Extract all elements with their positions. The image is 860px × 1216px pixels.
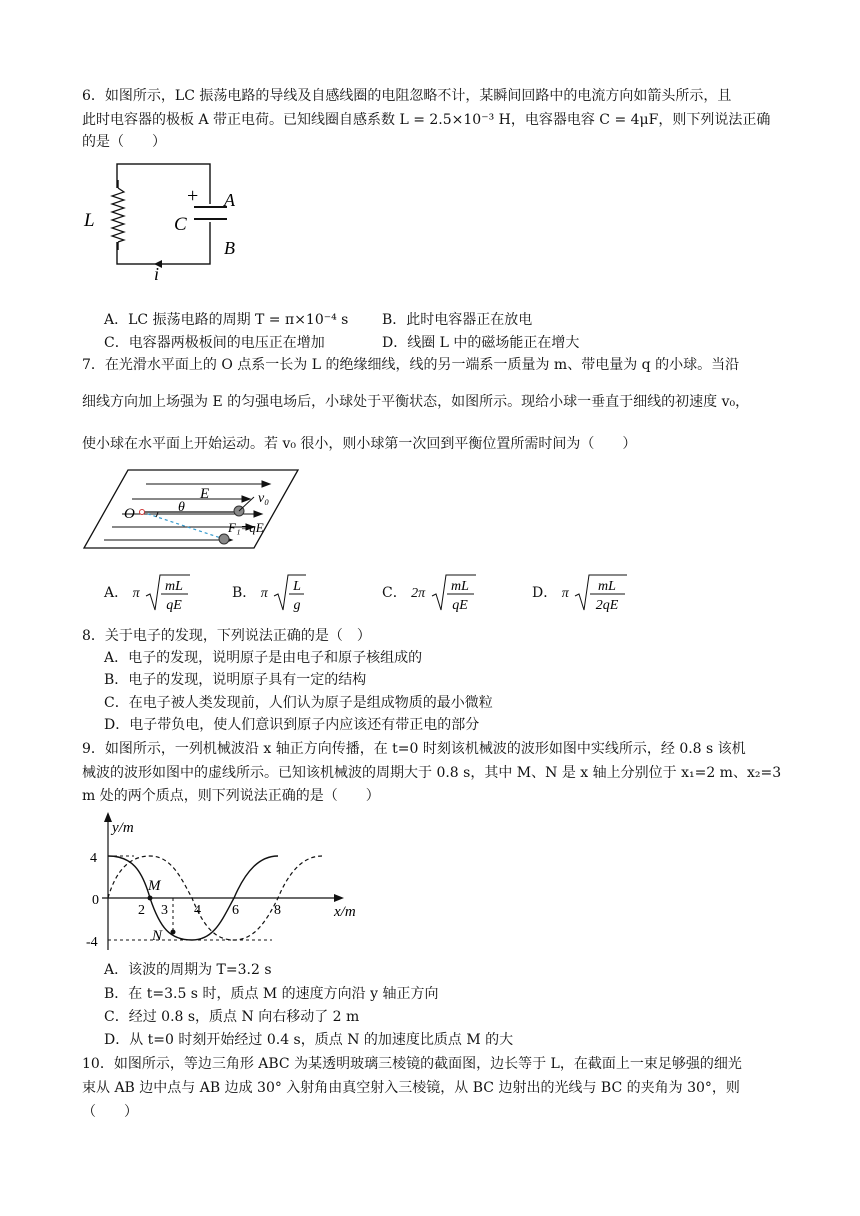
q7-option-b[interactable]: B． π L g	[232, 572, 306, 614]
q6-option-d[interactable]: D．线圈 L 中的磁场能正在增大	[382, 335, 580, 351]
q6-stem-line1: 6．如图所示，LC 振荡电路的导线及自感线圈的电阻忽略不计，某瞬间回路中的电流方向如箭头所示，且	[82, 88, 732, 104]
sqrt-icon	[144, 572, 190, 614]
plate-a-label: A	[224, 190, 235, 210]
point-o-label: O	[124, 506, 135, 522]
lc-circuit-figure	[82, 160, 252, 290]
field-e-label: E	[200, 486, 210, 502]
y-axis-label: y/m	[112, 820, 134, 836]
current-label: i	[154, 264, 160, 284]
q10-stem-line1: 10．如图所示，等边三角形 ABC 为某透明玻璃三棱镜的截面图，边长等于 L，在截面上一束足够强的细光	[82, 1056, 742, 1072]
q10-stem-line2: 束从 AB 边中点与 AB 边成 30° 入射角由真空射入三棱镜，从 BC 边射出的光线与 BC 的夹角为 30°，则（ ）	[82, 1080, 740, 1120]
wave-graph-figure	[82, 810, 372, 960]
capacitor-label: C	[174, 214, 187, 235]
svg-text:2qE: 2qE	[595, 598, 619, 613]
q6-stem-line3: 的是（ ）	[82, 134, 166, 150]
x-tick-6: 6	[232, 903, 239, 918]
svg-text:qE: qE	[166, 598, 182, 613]
inductor-label: L	[84, 210, 95, 231]
x-axis-arrow-icon	[334, 894, 344, 902]
q7-stem-line3: 使小球在水平面上开始运动。若 v₀ 很小，则小球第一次回到平衡位置所需时间为（ ）	[82, 436, 637, 452]
plus-sign: +	[187, 185, 199, 207]
sqrt-icon	[272, 572, 306, 614]
y-tick-0: 0	[92, 893, 99, 908]
q7-stem-line2: 细线方向加上场强为 E 的匀强电场后，小球处于平衡状态，如图所示。现给小球一垂直于细线的初速度 v₀，	[82, 394, 750, 410]
q7-option-c[interactable]: C． 2π mL qE	[382, 572, 476, 614]
sqrt-icon	[573, 572, 627, 614]
q9-option-d[interactable]: D．从 t=0 时刻开始经过 0.4 s，质点 N 的加速度比质点 M 的大	[104, 1032, 514, 1048]
x-tick-8: 8	[274, 903, 281, 918]
q7-option-a[interactable]: A． π mL qE	[104, 572, 190, 614]
sqrt-icon	[430, 572, 476, 614]
label-n: N	[152, 928, 163, 944]
y-tick-4: 4	[90, 851, 97, 866]
velocity-label: v₀	[258, 491, 270, 506]
x-tick-4: 4	[194, 903, 201, 918]
point-n-icon	[171, 930, 176, 935]
svg-text:L: L	[293, 579, 302, 594]
x-axis-label: x/m	[334, 904, 356, 920]
q9-option-c[interactable]: C．经过 0.8 s，质点 N 向右移动了 2 m	[104, 1009, 360, 1025]
electric-field-figure	[82, 464, 302, 554]
q7-stem-line1: 7．在光滑水平面上的 O 点系一长为 L 的绝缘细线，线的另一端系一质量为 m、带电量为 q 的小球。当沿	[82, 357, 740, 373]
point-m-icon	[148, 896, 153, 901]
q9-stem-line2: 械波的波形如图中的虚线所示。已知该机械波的周期大于 0.8 s，其中 M、N 是 x 轴上分别位于 x₁=2 m、x₂=3	[82, 765, 782, 781]
svg-text:g: g	[293, 598, 301, 613]
q6-option-b[interactable]: B．此时电容器正在放电	[382, 312, 533, 328]
q6-stem-line2: 此时电容器的极板 A 带正电荷。已知线圈自感系数 L = 2.5×10⁻³ H，电容器电容 C = 4μF，则下列说法正确	[82, 112, 771, 128]
q9-option-b[interactable]: B．在 t=3.5 s 时，质点 M 的速度方向沿 y 轴正方向	[104, 986, 439, 1002]
label-m: M	[148, 878, 161, 894]
x-tick-3: 3	[161, 903, 168, 918]
force-label: F₁=qE	[228, 520, 264, 535]
q8-option-a[interactable]: A．电子的发现，说明原子是由电子和原子核组成的	[104, 650, 423, 666]
x-tick-2: 2	[138, 903, 145, 918]
svg-text:mL: mL	[165, 579, 183, 594]
y-axis-arrow-icon	[104, 812, 112, 822]
ball-position-2-icon	[219, 534, 229, 544]
plate-b-label: B	[224, 238, 235, 258]
q8-option-c[interactable]: C．在电子被人类发现前，人们认为原子是组成物质的最小微粒	[104, 695, 493, 711]
angle-theta-label: θ	[178, 500, 185, 515]
q7-option-d[interactable]: D． π mL 2qE	[532, 572, 627, 614]
q9-stem-line3: m 处的两个质点，则下列说法正确的是（ ）	[82, 788, 380, 804]
q8-option-d[interactable]: D．电子带负电，使人们意识到原子内应该还有带正电的部分	[104, 717, 480, 733]
q6-option-a[interactable]: A．LC 振荡电路的周期 T = π×10⁻⁴ s	[104, 312, 349, 328]
svg-text:mL: mL	[598, 579, 617, 594]
q9-stem-line1: 9．如图所示，一列机械波沿 x 轴正方向传播，在 t=0 时刻该机械波的波形如图中实线所示，经 0.8 s 该机	[82, 741, 746, 757]
q8-stem: 8．关于电子的发现，下列说法正确的是（ ）	[82, 628, 371, 644]
y-tick-neg4: -4	[86, 935, 98, 950]
q6-option-c[interactable]: C．电容器两极板间的电压正在增加	[104, 335, 325, 351]
pivot-o-icon	[140, 510, 145, 515]
svg-text:qE: qE	[451, 598, 468, 613]
svg-text:mL: mL	[450, 579, 469, 594]
q9-option-a[interactable]: A．该波的周期为 T=3.2 s	[104, 962, 272, 978]
q8-option-b[interactable]: B．电子的发现，说明原子具有一定的结构	[104, 672, 367, 688]
